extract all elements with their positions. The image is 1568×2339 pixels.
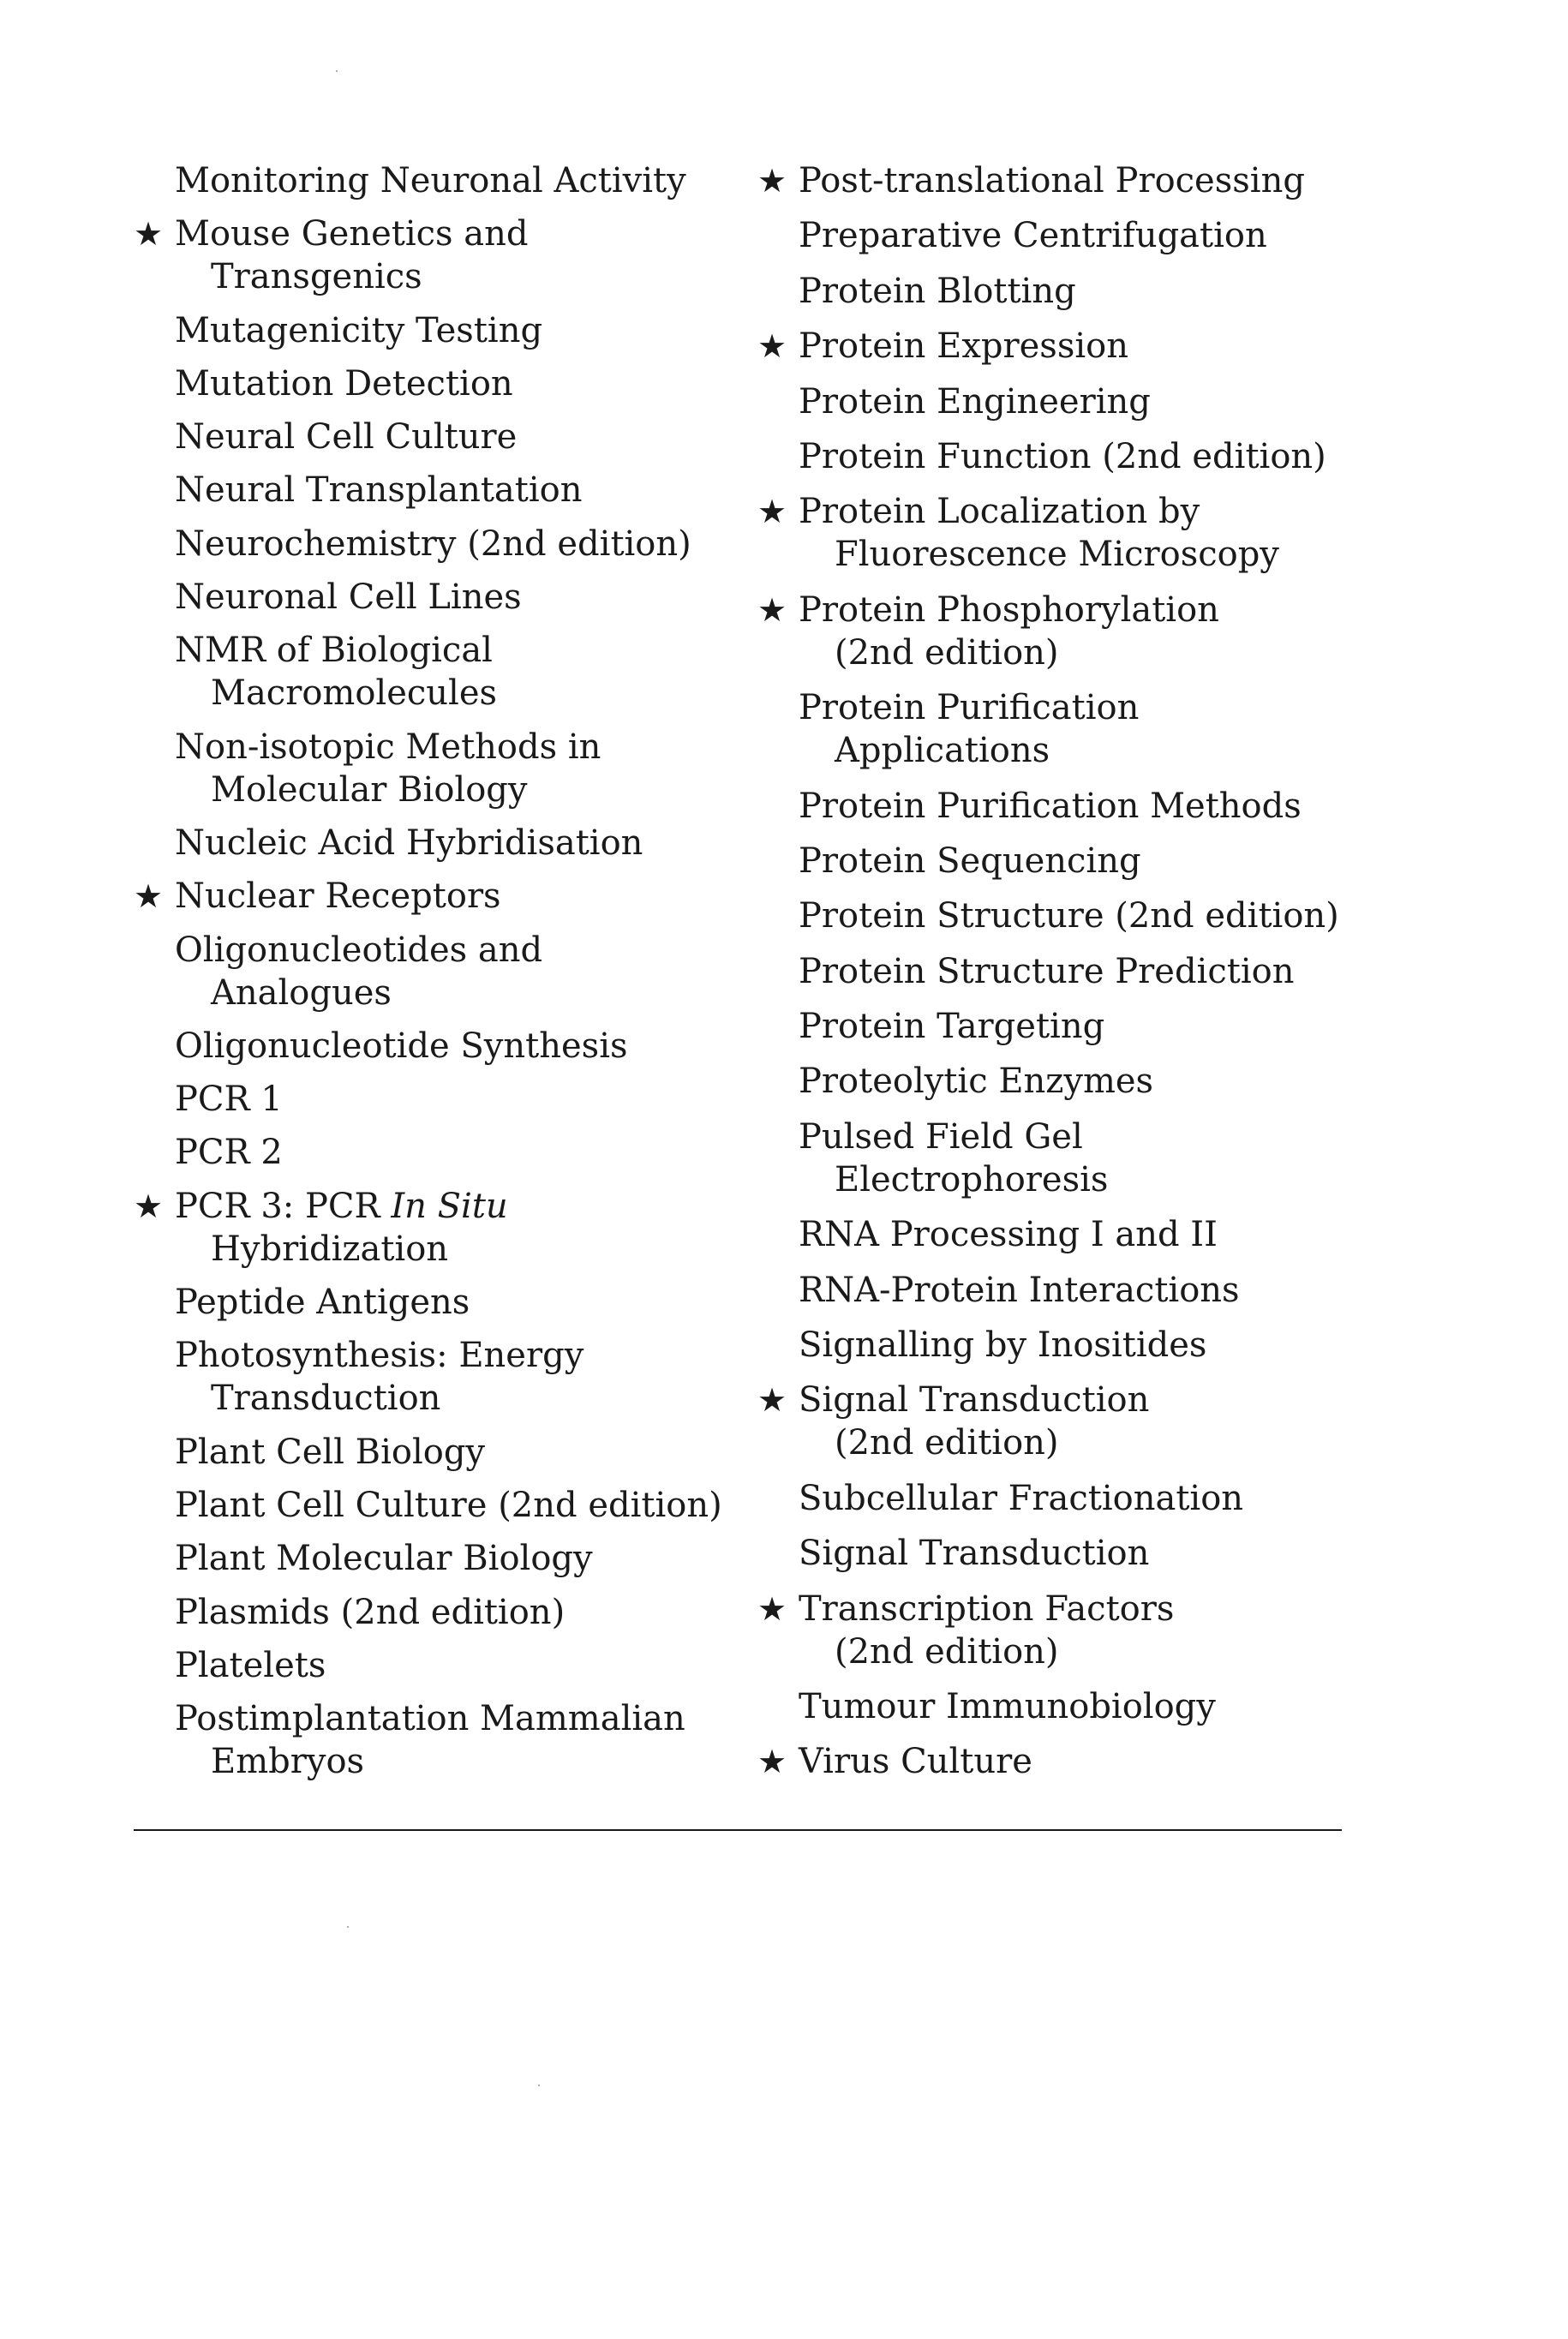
book-title-line: Mouse Genetics and bbox=[175, 214, 529, 254]
star-icon: ★ bbox=[757, 162, 787, 200]
book-title-continuation: Hybridization bbox=[211, 1229, 449, 1269]
book-title-continuation: Molecular Biology bbox=[211, 769, 528, 810]
book-entry bbox=[134, 416, 751, 458]
star-icon: ★ bbox=[757, 1381, 787, 1420]
book-title-line: Protein Purification bbox=[799, 688, 1140, 728]
book-title-line: Protein Blotting bbox=[799, 271, 1076, 311]
book-entry bbox=[134, 822, 751, 864]
book-title-line: Preparative Centrifugation bbox=[799, 216, 1267, 256]
book-entry bbox=[757, 1532, 1374, 1575]
book-entry bbox=[134, 159, 751, 202]
book-title-line: Pulsed Field Gel bbox=[799, 1116, 1083, 1157]
book-title-continuation: Applications bbox=[835, 731, 1050, 771]
book-entry bbox=[134, 1185, 751, 1271]
book-title-line: Nucleic Acid Hybridisation bbox=[175, 823, 643, 863]
star-icon: ★ bbox=[757, 1589, 787, 1628]
star-icon: ★ bbox=[757, 1743, 787, 1781]
book-title-line: Tumour Immunobiology bbox=[799, 1686, 1216, 1726]
book-entry bbox=[757, 840, 1374, 882]
right-column bbox=[757, 159, 1374, 1796]
book-entry bbox=[757, 159, 1374, 202]
book-entry bbox=[757, 1213, 1374, 1256]
book-title-line: Protein Targeting bbox=[799, 1007, 1105, 1047]
book-entry bbox=[134, 726, 751, 811]
book-title-continuation: (2nd edition) bbox=[835, 1423, 1059, 1463]
star-icon: ★ bbox=[757, 327, 787, 366]
book-entry bbox=[134, 1131, 751, 1174]
book-title-line: Neural Cell Culture bbox=[175, 417, 518, 458]
book-title-line: Oligonucleotides and bbox=[175, 930, 543, 970]
book-title-line: Protein Purification Methods bbox=[799, 786, 1302, 826]
book-title-line: Protein Structure (2nd edition) bbox=[799, 896, 1339, 936]
book-entry bbox=[757, 490, 1374, 576]
book-title-continuation: Analogues bbox=[211, 972, 392, 1013]
star-icon: ★ bbox=[757, 493, 787, 531]
book-entry bbox=[757, 1005, 1374, 1048]
book-title-line: Photosynthesis: Energy bbox=[175, 1336, 584, 1376]
book-entry bbox=[757, 1740, 1374, 1783]
book-entry bbox=[134, 212, 751, 298]
book-title-line: Protein Localization by bbox=[799, 492, 1200, 532]
book-entry bbox=[134, 309, 751, 352]
book-title-line: PCR 1 bbox=[175, 1080, 283, 1120]
book-entry bbox=[134, 1281, 751, 1324]
book-entry bbox=[757, 894, 1374, 937]
book-entry bbox=[134, 875, 751, 918]
book-title-line: RNA Processing I and II bbox=[799, 1215, 1218, 1255]
book-title-line: Protein Phosphorylation bbox=[799, 589, 1219, 630]
book-entry bbox=[134, 1078, 751, 1121]
book-title-line: Protein Expression bbox=[799, 326, 1128, 367]
book-title-continuation: (2nd edition) bbox=[835, 1631, 1059, 1672]
book-entry bbox=[757, 1588, 1374, 1673]
book-title-continuation: Electrophoresis bbox=[835, 1159, 1109, 1199]
book-title-line: Protein Function (2nd edition) bbox=[799, 436, 1326, 476]
book-title-continuation: Fluorescence Microscopy bbox=[835, 535, 1279, 575]
book-entry bbox=[757, 1685, 1374, 1728]
book-title-line: PCR 3: PCR In Situ bbox=[175, 1186, 508, 1226]
book-entry bbox=[757, 1060, 1374, 1103]
book-entry bbox=[134, 1025, 751, 1068]
book-title-line: Plant Cell Biology bbox=[175, 1432, 486, 1472]
book-title-line: Transcription Factors bbox=[799, 1588, 1175, 1629]
book-title-line: Neurochemistry (2nd edition) bbox=[175, 523, 691, 564]
book-title-continuation: Embryos bbox=[211, 1742, 365, 1782]
book-title-line: Mutagenicity Testing bbox=[175, 310, 543, 350]
book-title-line: Subcellular Fractionation bbox=[799, 1478, 1244, 1518]
star-icon: ★ bbox=[757, 590, 787, 629]
book-entry bbox=[134, 523, 751, 565]
book-entry bbox=[134, 1591, 751, 1634]
italic-phrase: In Situ bbox=[391, 1186, 508, 1226]
book-entry bbox=[134, 629, 751, 715]
book-entry bbox=[134, 1334, 751, 1420]
bottom-divider bbox=[134, 1829, 1342, 1831]
book-entry bbox=[757, 1269, 1374, 1312]
scan-speck bbox=[538, 2085, 540, 2086]
book-entry bbox=[757, 214, 1374, 257]
book-title-line: Protein Structure Prediction bbox=[799, 951, 1295, 991]
book-title-line: Plasmids (2nd edition) bbox=[175, 1592, 566, 1632]
book-entry bbox=[757, 686, 1374, 772]
book-title-line: Peptide Antigens bbox=[175, 1283, 470, 1323]
book-entry bbox=[757, 325, 1374, 368]
book-title-line: Signal Transduction bbox=[799, 1380, 1150, 1421]
book-title-line: NMR of Biological bbox=[175, 631, 493, 671]
book-title-line: Signal Transduction bbox=[799, 1534, 1150, 1574]
book-title-line: Proteolytic Enzymes bbox=[799, 1062, 1154, 1102]
book-title-line: Plant Cell Culture (2nd edition) bbox=[175, 1485, 722, 1525]
book-entry bbox=[757, 435, 1374, 478]
book-title-line: Signalling by Inositides bbox=[799, 1325, 1207, 1366]
book-title-line: Neuronal Cell Lines bbox=[175, 577, 522, 618]
book-entry bbox=[134, 1697, 751, 1783]
book-entry bbox=[757, 1379, 1374, 1464]
book-title-continuation: (2nd edition) bbox=[835, 632, 1059, 673]
book-entry bbox=[757, 589, 1374, 674]
book-title-line: PCR 2 bbox=[175, 1133, 283, 1173]
book-entry bbox=[134, 576, 751, 619]
book-title-line: Mutation Detection bbox=[175, 363, 513, 404]
star-icon: ★ bbox=[134, 877, 164, 916]
book-title-line: Non-isotopic Methods in bbox=[175, 727, 601, 767]
book-entry bbox=[757, 1324, 1374, 1367]
book-entry bbox=[757, 785, 1374, 828]
book-title-line: Neural Transplantation bbox=[175, 470, 583, 511]
left-column bbox=[134, 159, 751, 1793]
book-entry bbox=[134, 1537, 751, 1580]
book-entry bbox=[757, 1477, 1374, 1520]
book-entry bbox=[134, 469, 751, 511]
book-title-continuation: Transduction bbox=[211, 1379, 441, 1419]
book-entry bbox=[757, 1116, 1374, 1201]
book-title-line: Plant Molecular Biology bbox=[175, 1539, 593, 1579]
book-title-line: Protein Engineering bbox=[799, 381, 1151, 422]
book-entry bbox=[757, 270, 1374, 313]
book-title-line: Post-translational Processing bbox=[799, 161, 1305, 200]
book-title-line: Monitoring Neuronal Activity bbox=[175, 161, 686, 200]
book-entry bbox=[134, 1644, 751, 1687]
book-title-line: Oligonucleotide Synthesis bbox=[175, 1026, 628, 1066]
book-entry bbox=[757, 380, 1374, 423]
book-entry bbox=[134, 1431, 751, 1474]
book-title-line: Nuclear Receptors bbox=[175, 876, 501, 917]
book-title-line: Virus Culture bbox=[799, 1742, 1032, 1782]
star-icon: ★ bbox=[134, 1187, 164, 1225]
book-entry bbox=[757, 950, 1374, 993]
book-title-line: RNA-Protein Interactions bbox=[799, 1270, 1240, 1310]
star-icon: ★ bbox=[134, 215, 164, 254]
scan-speck bbox=[347, 1926, 349, 1928]
book-title-continuation: Macromolecules bbox=[211, 673, 498, 714]
book-entry bbox=[134, 1484, 751, 1527]
scan-speck bbox=[336, 70, 338, 72]
book-title-line: Platelets bbox=[175, 1645, 326, 1685]
book-entry bbox=[134, 362, 751, 405]
book-title-continuation: Transgenics bbox=[211, 257, 422, 297]
book-title-line: Protein Sequencing bbox=[799, 840, 1141, 881]
book-entry bbox=[134, 929, 751, 1014]
book-title-line: Postimplantation Mammalian bbox=[175, 1699, 685, 1739]
